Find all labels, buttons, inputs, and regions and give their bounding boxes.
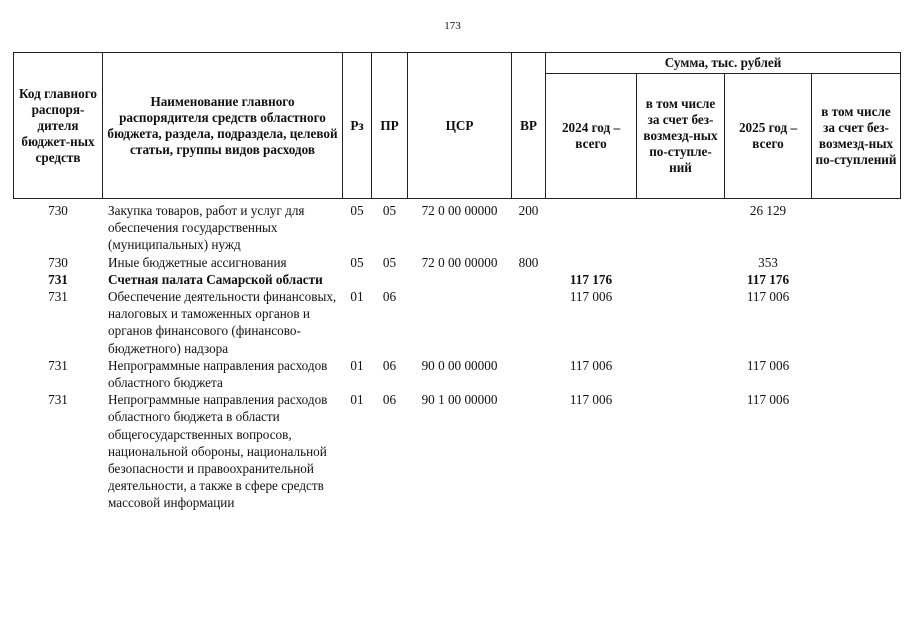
cell-pr (372, 271, 408, 288)
cell-vr (512, 357, 546, 391)
header-code: Код главного распоря-дителя бюджет-ных средств (14, 53, 103, 199)
cell-vr: 200 (518, 203, 539, 218)
cell-rz: 01 (350, 357, 364, 373)
header-name: Наименование главного распорядителя средств областного бюджета, раздела, подраздела, целевой статьи, группы видов расходов (103, 53, 343, 199)
header-2025-total: 2025 год – всего (725, 74, 812, 199)
cell-2025-total: 117 006 (746, 357, 790, 373)
header-2024-total: 2024 год – всего (546, 74, 637, 199)
header-2025-free: в том числе за счет без-возмезд-ных по-ступлений (812, 74, 901, 199)
cell-2024-free (637, 271, 725, 288)
cell-name: Непрограммные направления расходов областного бюджета (108, 357, 328, 391)
cell-code: 731 (48, 357, 68, 373)
cell-csr: 72 0 00 00000 (421, 254, 498, 270)
cell-rz: 05 (350, 254, 364, 270)
cell-vr: 800 (518, 254, 539, 270)
cell-2025-free (812, 271, 901, 288)
cell-name: Обеспечение деятельности финансовых, налоговых и таможенных органов и органов финансового (финансово-бюджетного) надзора (108, 289, 337, 356)
cell-code: 731 (48, 289, 68, 305)
cell-name: Иные бюджетные ассигнования (108, 254, 287, 270)
cell-2024-free (637, 288, 725, 357)
header-row-1 (14, 53, 901, 74)
cell-name: Счетная палата Самарской области (108, 271, 323, 287)
cell-2025-free (812, 288, 901, 357)
cell-code: 730 (48, 254, 68, 270)
cell-csr: 90 1 00 00000 (421, 392, 498, 408)
cell-2024-free (637, 254, 725, 271)
cell-csr: 72 0 00 00000 (421, 203, 498, 218)
cell-2025-total: 117 176 (746, 271, 790, 287)
cell-name: Непрограммные направления расходов областного бюджета в области общегосударственных вопросов, национальной обороны, национальной безопасности и правоохранительной деятельности, а также в сфере средств массовой информации (108, 392, 328, 511)
cell-code: 731 (48, 271, 68, 287)
cell-2024-total: 117 006 (569, 357, 613, 373)
cell-code: 731 (48, 392, 68, 408)
cell-2024-free (637, 391, 725, 511)
cell-2025-free (812, 391, 901, 511)
header-vr: ВР (512, 53, 546, 199)
cell-2024-free (637, 357, 725, 391)
table-row (14, 271, 901, 288)
cell-2024-free (637, 199, 725, 254)
cell-csr: 90 0 00 00000 (421, 357, 498, 373)
table-row (14, 357, 901, 391)
cell-rz: 01 (350, 289, 364, 305)
cell-2024-total (546, 199, 637, 254)
cell-rz: 05 (350, 203, 364, 218)
cell-2025-total: 117 006 (746, 289, 790, 305)
cell-vr (512, 391, 546, 511)
header-pr: ПР (372, 53, 408, 199)
cell-2025-total: 353 (758, 254, 778, 270)
cell-csr (408, 271, 512, 288)
cell-vr (512, 271, 546, 288)
cell-2024-total: 117 176 (569, 271, 613, 287)
cell-2024-total: 117 006 (569, 289, 613, 305)
budget-table (13, 52, 901, 512)
cell-vr (512, 288, 546, 357)
cell-code: 730 (48, 203, 68, 218)
header-sum: Сумма, тыс. рублей (546, 53, 901, 74)
table-row (14, 391, 901, 511)
cell-2024-total (546, 254, 637, 271)
header-csr: ЦСР (408, 53, 512, 199)
cell-2025-total: 26 129 (749, 203, 787, 218)
table-row (14, 288, 901, 357)
cell-2025-total: 117 006 (746, 392, 790, 408)
cell-pr: 05 (382, 254, 397, 270)
table-row (14, 199, 901, 254)
cell-pr: 06 (382, 392, 397, 408)
cell-2025-free (812, 199, 901, 254)
table-row (14, 254, 901, 271)
header-2024-free: в том числе за счет без-возмезд-ных по-ступле-ний (637, 74, 725, 199)
cell-rz (343, 271, 372, 288)
cell-pr: 05 (382, 203, 397, 218)
cell-2025-free (812, 254, 901, 271)
cell-rz: 01 (350, 392, 364, 408)
cell-2024-total: 117 006 (569, 392, 613, 408)
header-rz: Рз (343, 53, 372, 199)
cell-pr: 06 (382, 289, 397, 305)
cell-pr: 06 (382, 357, 397, 373)
page-number: 173 (444, 20, 461, 32)
cell-name: Закупка товаров, работ и услуг для обеспечения государственных (муниципальных) нужд (108, 203, 305, 253)
cell-2025-free (812, 357, 901, 391)
cell-csr (408, 288, 512, 357)
